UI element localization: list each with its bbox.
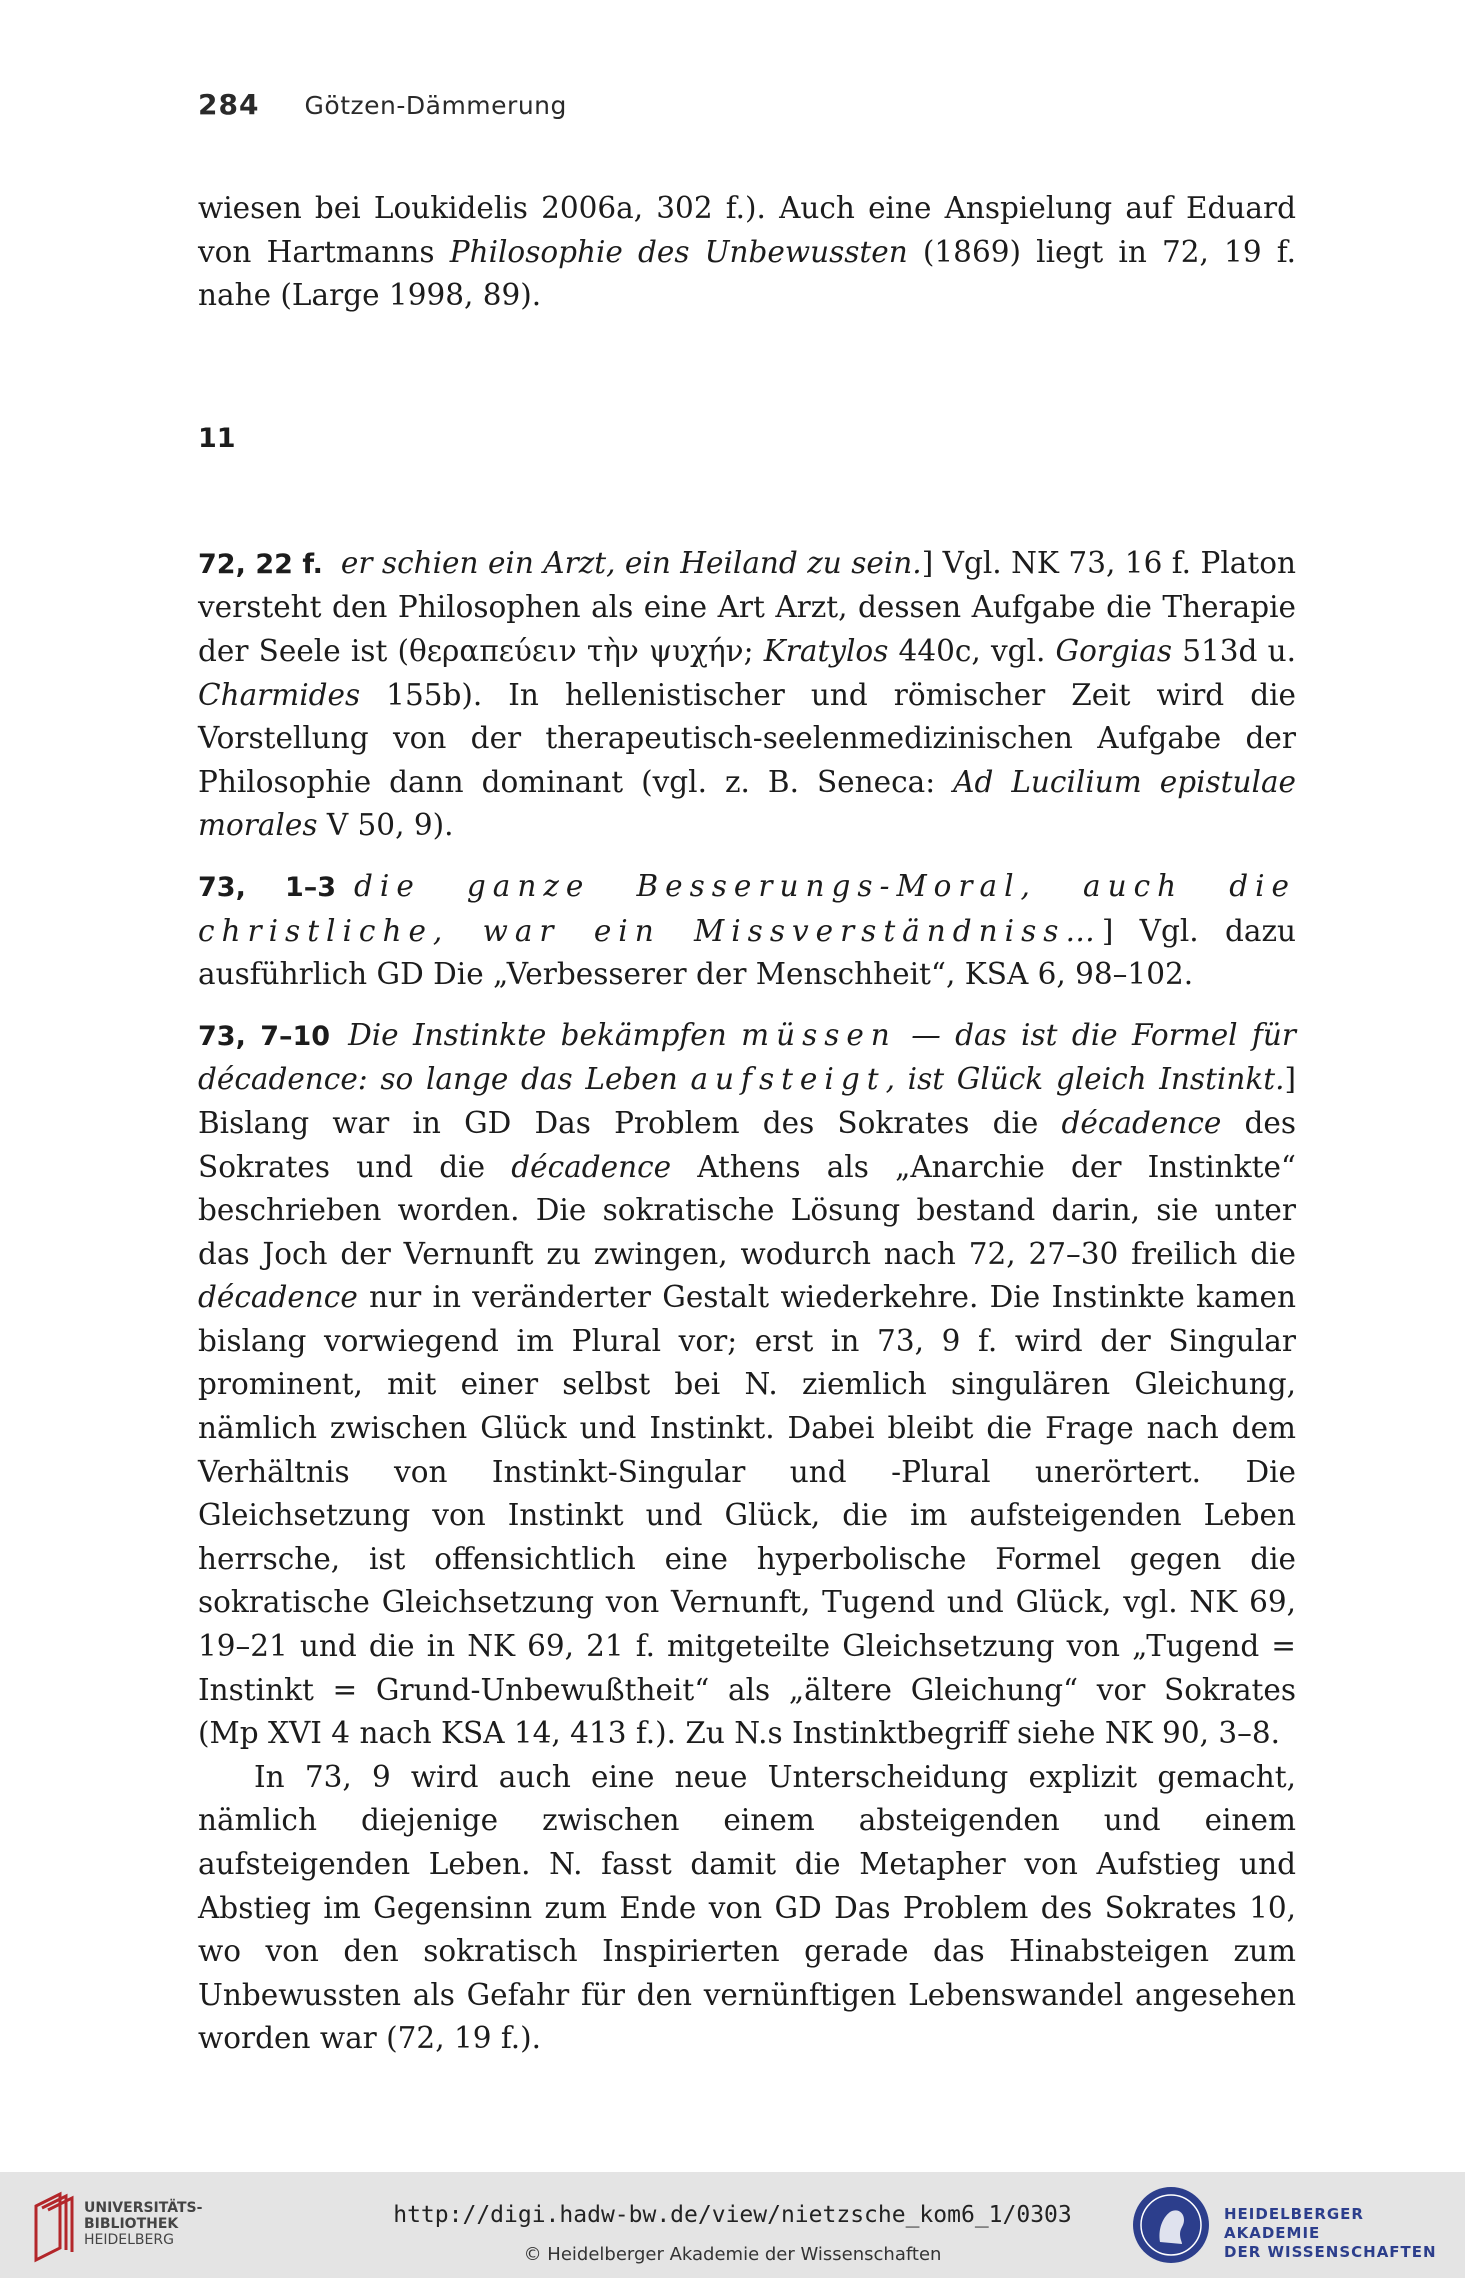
copyright-notice: © Heidelberger Akademie der Wissenschaften [523, 2244, 942, 2265]
text-run: ] Vgl. dazu ausführlich GD Die „Verbesserer der Menschheit“, KSA 6, 98–102. [198, 913, 1296, 992]
section-number: 11 [198, 422, 236, 454]
intro-paragraph [198, 187, 1296, 318]
lemma-quote-emphasis: müssen [741, 1017, 897, 1052]
italic-term: décadence [1061, 1105, 1222, 1140]
text-run: 440c, vgl. [888, 633, 1056, 668]
text-run: ] Vgl. NK 73, 16 f. Platon versteht den Philosophen als eine Art Arzt, dessen Aufgabe die Therapie der Seele ist (θεραπεύειν τὴν ψυχήν; [198, 545, 1296, 668]
italic-title: Kratylos [763, 633, 889, 668]
italic-title: Ad Lucilium epistulae morales [198, 764, 1296, 843]
academy-name [1224, 2205, 1465, 2262]
italic-term: décadence [511, 1149, 672, 1184]
lemma-quote-emphasis: aufsteigt [690, 1062, 886, 1097]
italic-title: Charmides [198, 677, 361, 712]
lemma-quote: — das ist die Formel für décadence: so lange das Leben [198, 1017, 1297, 1097]
commentary-entry [198, 865, 1296, 997]
lemma-quote: er schien ein Arzt, ein Heiland zu sein. [340, 545, 922, 580]
lemma-reference: 73, 1–3 [198, 871, 337, 903]
italic-title: Philosophie des Unbewussten [449, 234, 908, 269]
library-name-line: BIBLIOTHEK [84, 2216, 179, 2232]
text-run: des Sokrates und die [198, 1105, 1296, 1184]
permalink-url[interactable]: http://digi.hadw-bw.de/view/nietzsche_kom6_1/0303 [393, 2202, 1072, 2228]
lemma-reference: 73, 7–10 [198, 1020, 331, 1052]
text-run: nur in veränderter Gestalt wiederkehre. Die Instinkte kamen bislang vorwiegend im Plural vor; erst in 73, 9 f. wird der Singular prominent, mit einer selbst bei N. ziemlich singulären Gleichung, nämlich zwischen Glück und Instinkt. Dabei bleibt die Frage nach dem Verhältnis von Instinkt-Singular und -Plural unerörtert. Die Gleichsetzung von Instinkt und Glück, die im aufsteigenden Leben herrsche, ist offensichtlich eine hyperbolische Formel gegen die sokratische Gleichsetzung von Vernunft, Tugend und Glück, vgl. NK 69, 19–21 und die in NK 69, 21 f. mitgeteilte Gleichsetzung von „Tugend = Instinkt = Grund-Unbewußtheit“ als „ältere Gleichung“ vor Sokrates (Mp XVI 4 nach KSA 14, 413 f.). Zu N.s Instinktbegriff siehe NK 90, 3–8. [198, 1280, 1296, 1751]
text-run: 155b). In hellenistischer und römischer Zeit wird die Vorstellung von der therapeutisch-seelenmedizinischen Aufgabe der Philosophie dann dominant (vgl. z. B. Seneca: [198, 677, 1296, 799]
running-header [198, 88, 567, 121]
text-run: Athens als „Anarchie der Instinkte“ beschrieben worden. Die sokratische Lösung bestand darin, sie unter das Joch der Vernunft zu zwingen, wodurch nach 72, 27–30 freilich die [198, 1149, 1296, 1271]
text-run: wiesen bei Loukidelis 2006a, 302 f.). Auch eine Anspielung auf Eduard von Hartmanns [198, 191, 1296, 269]
commentary-entry [198, 1014, 1296, 1756]
academy-name-line: DER WISSENSCHAFTEN [1224, 2243, 1437, 2261]
text-run: (1869) liegt in 72, 19 f. nahe (Large 1998, 89). [198, 234, 1296, 313]
lemma-quote: Die Instinkte bekämpfen [348, 1017, 742, 1052]
lemma-quote: die ganze Besserungs-Moral, auch die christliche, war ein Missverständniss… [198, 868, 1296, 948]
lemma-quote: , ist Glück gleich Instinkt. [885, 1062, 1285, 1097]
library-name-line: UNIVERSITÄTS- [84, 2200, 203, 2216]
text-run: ] Bislang war in GD Das Problem des Sokrates die [198, 1062, 1296, 1140]
lemma-reference: 72, 22 f. [198, 548, 323, 580]
text-run: V 50, 9). [317, 808, 454, 843]
running-title: Götzen-Dämmerung [304, 91, 567, 120]
library-name-line: HEIDELBERG [84, 2232, 174, 2248]
academy-name-line: HEIDELBERGER AKADEMIE [1224, 2205, 1364, 2242]
commentary-body [198, 187, 1296, 2061]
commentary-entry [198, 542, 1296, 848]
italic-term: décadence [198, 1280, 358, 1315]
italic-title: Gorgias [1055, 633, 1173, 668]
text-run: 513d u. [1172, 633, 1296, 668]
page-number: 284 [198, 88, 260, 121]
commentary-paragraph: In 73, 9 wird auch eine neue Unterscheidung explizit gemacht, nämlich diejenige zwischen einem absteigenden und einem aufsteigenden Leben. N. fasst damit die Metapher von Aufstieg und Abstieg im Gegensinn zum Ende von GD Das Problem des Sokrates 10, wo von den sokratisch Inspirierten gerade das Hinabsteigen zum Unbewussten als Gefahr für den vernünftigen Lebenswandel angesehen worden war (72, 19 f.). [198, 1759, 1296, 2056]
viewer-footer [0, 2172, 1465, 2278]
academy-seal-icon [1130, 2184, 1212, 2266]
